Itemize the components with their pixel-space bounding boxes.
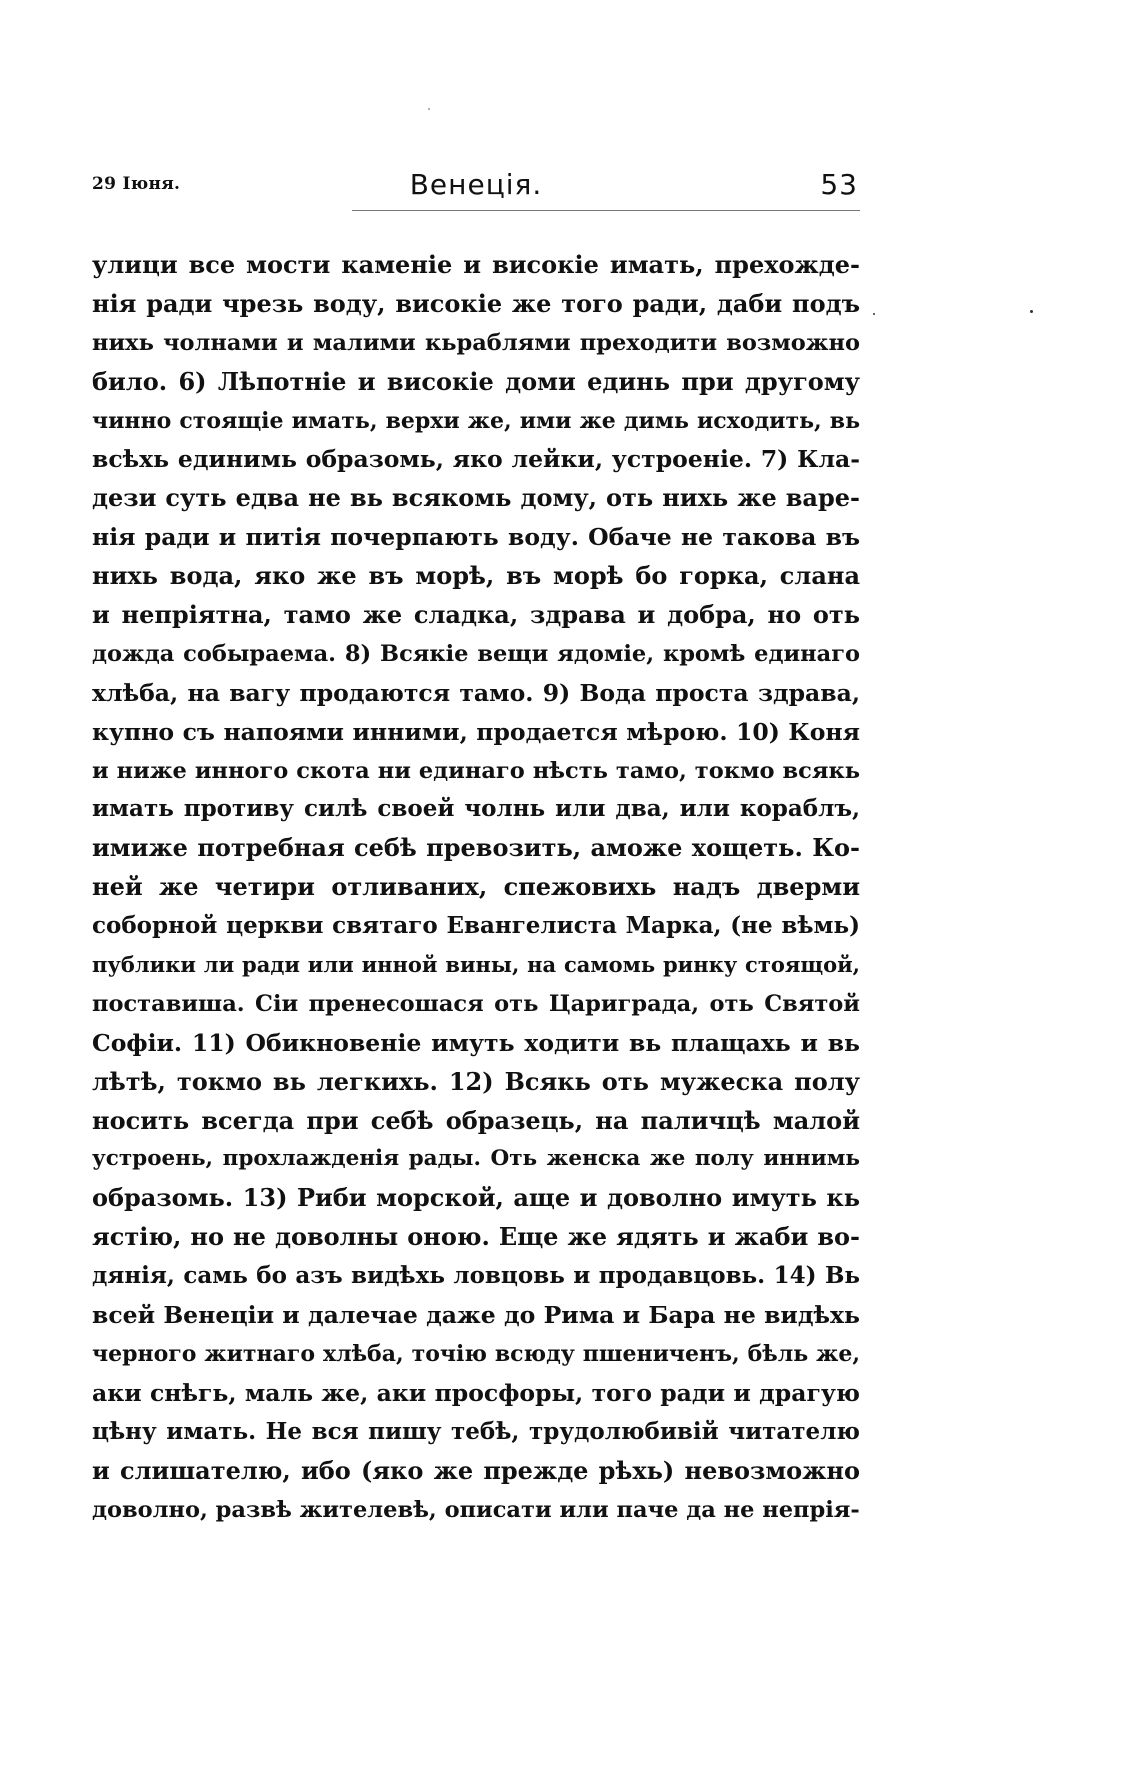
text-line: нія ради чрезь воду, високіе же того ради, даби подъ bbox=[92, 288, 860, 318]
running-header bbox=[92, 168, 860, 212]
text-line: черного житнаго хлѣба, точію всюду пшениченъ, бѣль же, bbox=[92, 1340, 860, 1367]
header-rule bbox=[352, 210, 860, 211]
text-line: образомь. 13) Риби морской, аще и доволно имуть кь bbox=[92, 1183, 860, 1213]
text-line: хлѣба, на вагу продаются тамо. 9) Вода проста здрава, bbox=[92, 678, 860, 707]
text-line: устроень, прохлажденія рады. Оть женска же полу иннимь bbox=[92, 1146, 860, 1172]
body-text bbox=[92, 246, 860, 1529]
text-line: улици все мости каменіе и високіе имать, прехожде- bbox=[92, 250, 860, 279]
header-title: Венеція. bbox=[409, 168, 543, 201]
text-line: Софіи. 11) Обикновеніе имуть ходити вь плащахь и вь bbox=[92, 1028, 860, 1057]
text-line: публики ли ради или инной вины, на самомь ринку стоящой, bbox=[92, 952, 860, 978]
text-line: имиже потребная себѣ превозить, аможе хощеть. Ко- bbox=[92, 833, 860, 863]
text-line: всей Венеціи и далечае даже до Рима и Бара не видѣхь bbox=[92, 1301, 860, 1330]
text-line: аки снѣгь, маль же, аки просфоры, того ради и драгую bbox=[92, 1378, 860, 1407]
margin-speck bbox=[873, 313, 875, 315]
header-date: 29 Іюня. bbox=[92, 174, 181, 194]
text-line: имать противу силѣ своей чолнь или два, или кораблъ, bbox=[92, 795, 860, 823]
text-line: ней же четири отливаних, спежовихь надъ дверми bbox=[92, 872, 860, 902]
text-line: било. 6) Лѣпотніе и високіе доми единь при другому bbox=[92, 366, 860, 396]
text-line: купно съ напоями инними, продается мѣрою. 10) Коня bbox=[92, 717, 860, 746]
margin-speck bbox=[1030, 310, 1033, 313]
text-line: всѣхь единимь образомь, яко лейки, устроеніе. 7) Кла- bbox=[92, 445, 860, 474]
text-line: дожда собыраема. 8) Всякіе вещи ядоміе, кромѣ единаго bbox=[92, 640, 860, 667]
text-line: чинно стоящіе имать, верхи же, ими же димь исходить, вь bbox=[92, 407, 860, 434]
text-line: и непріятна, тамо же сладка, здрава и добра, но оть bbox=[92, 600, 860, 630]
text-line: нія ради и питія почерпають воду. Обаче не такова въ bbox=[92, 523, 860, 552]
text-line: ястію, но не доволны оною. Еще же ядять и жаби во- bbox=[92, 1222, 860, 1252]
text-line: соборной церкви святаго Евангелиста Марка, (не вѣмь) bbox=[92, 912, 860, 940]
margin-speck bbox=[428, 108, 430, 110]
text-line: нихь вода, яко же въ морѣ, въ морѣ бо горка, слана bbox=[92, 561, 860, 591]
text-line: лѣтѣ, токмо вь легкихь. 12) Всякь оть мужеска полу bbox=[92, 1066, 860, 1096]
text-line: и слишателю, ибо (яко же прежде рѣхь) невозможно bbox=[92, 1455, 860, 1485]
text-line: дези суть едва не вь всякомь дому, оть нихь же варе- bbox=[92, 483, 860, 513]
text-line: носить всегда при себѣ образець, на паличцѣ малой bbox=[92, 1105, 860, 1135]
page-number: 53 bbox=[820, 168, 858, 201]
text-line: поставиша. Сіи пренесошася оть Цариграда, оть Святой bbox=[92, 990, 860, 1017]
text-line: и ниже инного скота ни единаго нѣсть тамо, токмо всякь bbox=[92, 757, 860, 784]
text-line: дянія, самь бо азъ видѣхь ловцовь и продавцовь. 14) Вь bbox=[92, 1262, 860, 1290]
text-line: доволно, развѣ жителевѣ, описати или паче да не непрія- bbox=[92, 1496, 860, 1523]
text-line: нихь чолнами и малими кьраблями преходити возможно bbox=[92, 329, 860, 356]
text-line: цѣну имать. Не вся пишу тебѣ, трудолюбивій читателю bbox=[92, 1417, 860, 1445]
